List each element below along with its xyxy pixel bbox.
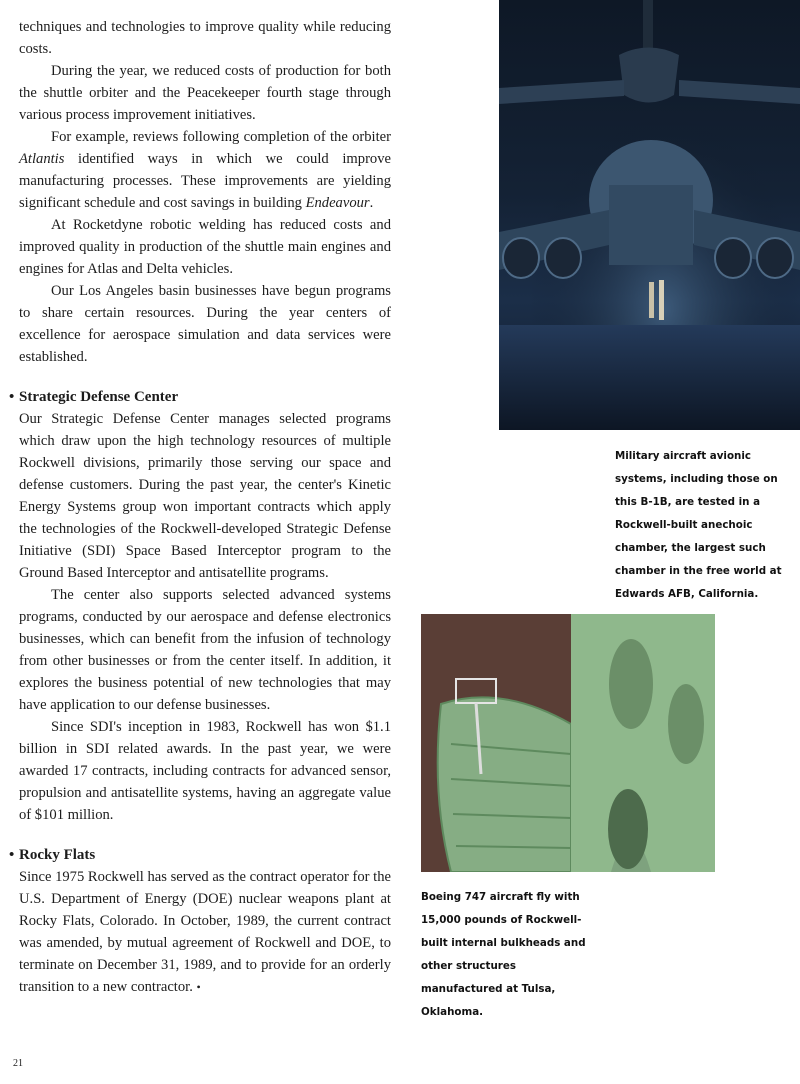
b1b-anechoic-chamber-photo xyxy=(499,0,800,430)
section-heading-text: Strategic Defense Center xyxy=(19,389,179,405)
boeing-photo-caption: Boeing 747 aircraft fly with 15,000 pounds of Rockwell-built internal bulkheads and other structures manufactured at Tulsa, Oklahoma. xyxy=(421,891,586,1018)
end-mark-icon: • xyxy=(196,980,201,994)
intro-p3-text-c: . xyxy=(369,195,374,211)
bullet-icon: • xyxy=(9,847,15,863)
intro-p3-text-a: For example, reviews following completion of the orbiter xyxy=(51,129,391,145)
rocky-paragraph-1 xyxy=(19,866,391,998)
intro-paragraph-1: techniques and technologies to improve quality while reducing costs. xyxy=(19,19,391,57)
page-number: 21 xyxy=(13,1058,23,1069)
orbiter-name-endeavour: Endeavour xyxy=(305,195,370,211)
intro-p3-text-b: identified ways in which we could improve manufacturing processes. These improvements are yielding significant schedule and cost savings in building xyxy=(19,151,391,211)
intro-paragraph-3 xyxy=(19,126,391,214)
intro-paragraph-5: Our Los Angeles basin businesses have begun programs to share certain resources. During the year centers of excellence for aerospace simulation and data services were established. xyxy=(19,283,391,365)
sdc-paragraph-2: The center also supports selected advanced systems programs, conducted by our aerospace and defense electronics businesses, which can benefit from the infusion of technology from other businesses or from the center itself. In addition, it explores the business potential of new technologies that may have application to our defense businesses. xyxy=(19,587,391,713)
b1b-aircraft-illustration xyxy=(499,0,800,430)
section-heading-text: Rocky Flats xyxy=(19,847,96,863)
orbiter-name-atlantis: Atlantis xyxy=(19,151,65,167)
rocky-paragraph-text: Since 1975 Rockwell has served as the contract operator for the U.S. Department of Energy (DOE) nuclear weapons plant at Rocky Flats, Colorado. In October, 1989, the current contract was amended, by mutual agreement of Rockwell and DOE, to terminate on December 31, 1989, and to provide for an orderly transition to a new contractor. xyxy=(19,869,392,995)
sdc-paragraph-3: Since SDI's inception in 1983, Rockwell has won $1.1 billion in SDI related awards. In the past year, we were awarded 17 contracts, including contracts for advanced sensor, propulsion and antisatellite systems, having an aggregate value of $101 million. xyxy=(19,719,391,823)
bullet-icon: • xyxy=(9,389,15,405)
intro-paragraph-4: At Rocketdyne robotic welding has reduced costs and improved quality in production of the shuttle main engines and engines for Atlas and Delta vehicles. xyxy=(19,217,391,277)
main-text-column xyxy=(9,16,392,998)
intro-paragraph-2: During the year, we reduced costs of production for both the shuttle orbiter and the Peacekeeper fourth stage through various process improvement initiatives. xyxy=(19,63,391,123)
bulkhead-structure-illustration xyxy=(421,614,715,872)
boeing-747-bulkhead-photo xyxy=(421,614,715,872)
sdc-paragraph-1: Our Strategic Defense Center manages selected programs which draw upon the high technology resources of multiple Rockwell divisions, primarily those serving our space and defense customers. During the past year, the center's Kinetic Energy Systems group won important contracts which apply the technologies of the Rockwell-developed Strategic Defense Initiative (SDI) Space Based Interceptor program to the Ground Based Interceptor and antisatellite programs. xyxy=(19,411,391,581)
section-heading-rocky-flats xyxy=(9,844,391,866)
b1b-photo-caption: Military aircraft avionic systems, including those on this B-1B, are tested in a Rockwell-built anechoic chamber, the largest such chamber in the free world at Edwards AFB, California. xyxy=(615,450,782,600)
section-heading-strategic-defense xyxy=(9,386,391,408)
